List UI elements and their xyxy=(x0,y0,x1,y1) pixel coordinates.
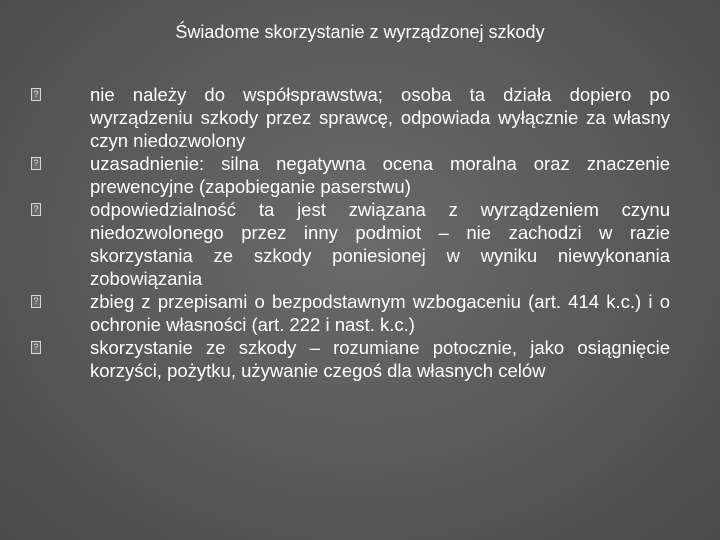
bullet-text: nie należy do współsprawstwa; osoba ta działa dopiero po wyrządzeniu szkody przez sprawcę, odpowiada wyłącznie za własny czyn niedozwolony xyxy=(90,84,670,151)
bullet-text: skorzystanie ze szkody – rozumiane potocznie, jako osiągnięcie korzyści, pożytku, używanie czegoś dla własnych celów xyxy=(90,337,670,381)
bullet-item xyxy=(33,83,670,152)
slide-title: Świadome skorzystanie z wyrządzonej szkody xyxy=(175,22,545,42)
bullet-list xyxy=(33,83,670,382)
bullet-text: zbieg z przepisami o bezpodstawnym wzbogaceniu (art. 414 k.c.) i o ochronie własności (art. 222 i nast. k.c.) xyxy=(90,291,670,335)
bullet-item xyxy=(33,198,670,290)
bullet-marker-icon: ? xyxy=(31,295,41,308)
bullet-item xyxy=(33,336,670,382)
bullet-item xyxy=(33,290,670,336)
bullet-marker-icon: ? xyxy=(31,88,41,101)
bullet-marker-icon: ? xyxy=(31,341,41,354)
bullet-marker-icon: ? xyxy=(31,203,41,216)
bullet-marker-icon: ? xyxy=(31,157,41,170)
bullet-text: odpowiedzialność ta jest związana z wyrządzeniem czynu niedozwolonego przez inny podmiot – nie zachodzi w razie skorzystania ze szkody poniesionej w wyniku niewykonania zobowiązania xyxy=(90,199,670,289)
bullet-item xyxy=(33,152,670,198)
bullet-text: uzasadnienie: silna negatywna ocena moralna oraz znaczenie prewencyjne (zapobieganie paserstwu) xyxy=(90,153,670,197)
